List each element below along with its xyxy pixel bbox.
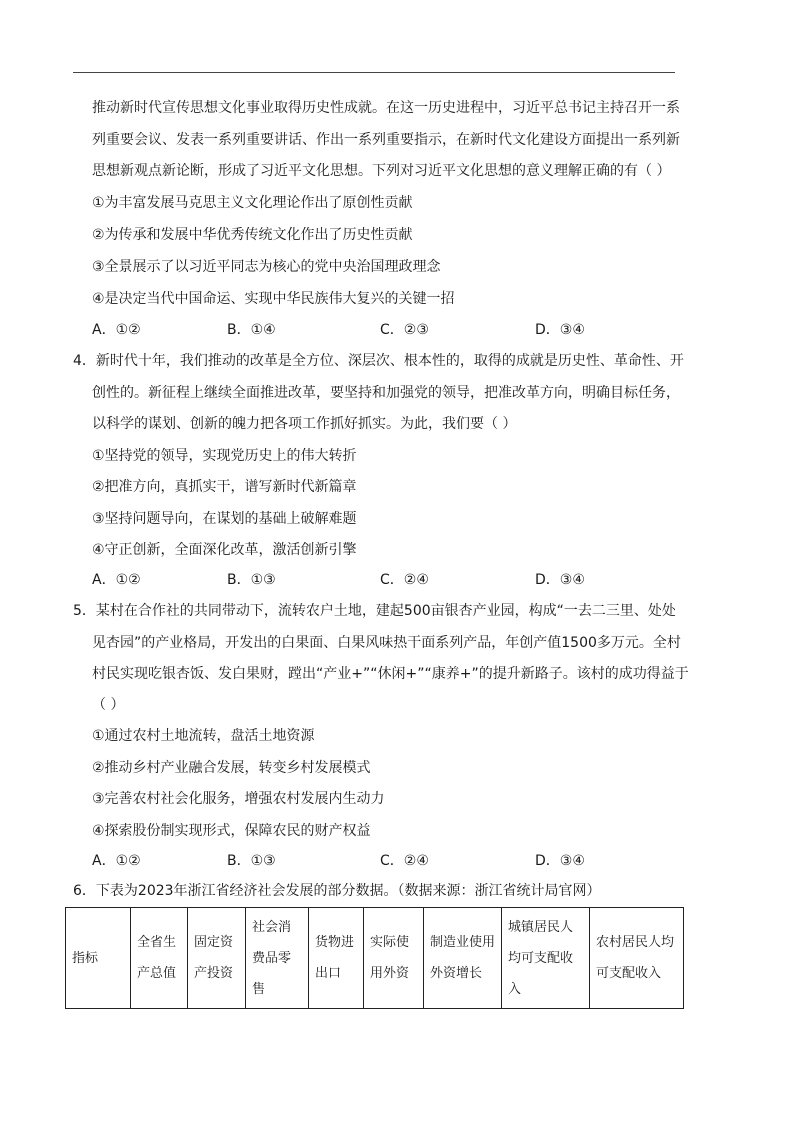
question-4-item-4: ④守正创新，全面深化改革，激活创新引擎 <box>92 542 357 558</box>
table-header-cell: 社会消费品零售 <box>246 908 309 1009</box>
option-c[interactable]: C．②④ <box>380 853 429 869</box>
option-d[interactable]: D．③④ <box>535 572 585 588</box>
table-header-cell: 货物进出口 <box>309 908 364 1009</box>
question-4-item-1: ①坚持党的领导，实现党历史上的伟大转折 <box>92 448 357 464</box>
option-b[interactable]: B．①④ <box>227 322 276 338</box>
option-c[interactable]: C．②③ <box>380 322 429 338</box>
question-4-stem-line-3: 以科学的谋划、创新的魄力把各项工作抓好抓实。为此，我们要（ ） <box>92 416 517 432</box>
question-5-item-2: ②推动乡村产业融合发展，转变乡村发展模式 <box>92 760 371 776</box>
data-table <box>65 907 684 1009</box>
table-header-cell: 实际使用外资 <box>364 908 424 1009</box>
question-5-item-3: ③完善农村社会化服务，增强农村发展内生动力 <box>92 791 385 807</box>
question-3-stem-line-3: 思想新观点新论断，形成了习近平文化思想。下列对习近平文化思想的意义理解正确的有（ ） <box>92 163 671 179</box>
question-5-item-4: ④探索股份制实现形式，保障农民的财产权益 <box>92 823 371 839</box>
table-header-cell: 制造业使用外资增长 <box>424 908 502 1009</box>
option-d[interactable]: D．③④ <box>535 322 585 338</box>
table-header-row <box>66 908 684 1009</box>
question-5-stem-line-1: 5．某村在合作社的共同带动下，流转农户土地，建起500亩银杏产业园，构成“一去二三里、处处 <box>73 603 676 619</box>
option-c[interactable]: C．②④ <box>380 572 429 588</box>
table-header-cell: 农村居民人均可支配收入 <box>590 908 684 1009</box>
option-b[interactable]: B．①③ <box>227 853 276 869</box>
table-header-cell: 全省生产总值 <box>131 908 188 1009</box>
question-4-item-2: ②把准方向，真抓实干，谱写新时代新篇章 <box>92 479 357 495</box>
question-3-stem-line-1: 推动新时代宣传思想文化事业取得历史性成就。在这一历史进程中，习近平总书记主持召开一系 <box>92 100 680 116</box>
option-d[interactable]: D．③④ <box>535 853 585 869</box>
header-rule <box>73 72 675 73</box>
option-a[interactable]: A．①② <box>92 572 141 588</box>
question-3-item-1: ①为丰富发展马克思主义文化理论作出了原创性贡献 <box>92 195 413 211</box>
question-5-stem-line-3: 村民实现吃银杏饭、发白果财，蹚出“产业+”“休闲+”“康养+”的提升新路子。该村的成功得益于 <box>92 666 689 682</box>
option-a[interactable]: A．①② <box>92 322 141 338</box>
question-3-item-4: ④是决定当代中国命运、实现中华民族伟大复兴的关键一招 <box>92 291 455 307</box>
question-5-stem-line-4: （ ） <box>92 697 125 713</box>
question-4-item-3: ③坚持问题导向，在谋划的基础上破解难题 <box>92 511 357 527</box>
question-3-stem-line-2: 列重要会议、发表一系列重要讲话、作出一系列重要指示，在新时代文化建设方面提出一系列新 <box>92 132 680 148</box>
question-4-stem-line-2: 创性的。新征程上继续全面推进改革，要坚持和加强党的领导，把准改革方向，明确目标任务， <box>92 385 680 401</box>
question-3-item-2: ②为传承和发展中华优秀传统文化作出了历史性贡献 <box>92 227 413 243</box>
question-5-item-1: ①通过农村土地流转，盘活土地资源 <box>92 728 315 744</box>
table-header-cell: 指标 <box>66 908 131 1009</box>
option-a[interactable]: A．①② <box>92 853 141 869</box>
question-6-intro: 6．下表为2023年浙江省经济社会发展的部分数据。（数据来源：浙江省统计局官网） <box>73 883 601 899</box>
question-3-item-3: ③全景展示了以习近平同志为核心的党中央治国理政理念 <box>92 259 441 275</box>
table-header-cell: 城镇居民人均可支配收入 <box>502 908 590 1009</box>
table-header-cell: 固定资产投资 <box>188 908 246 1009</box>
question-5-stem-line-2: 见杏园”的产业格局，开发出的白果面、白果风味热干面系列产品，年创产值1500多万元。全村 <box>92 635 681 651</box>
question-4-stem-line-1: 4．新时代十年，我们推动的改革是全方位、深层次、根本性的，取得的成就是历史性、革命性、开 <box>73 353 684 369</box>
option-b[interactable]: B．①③ <box>227 572 276 588</box>
